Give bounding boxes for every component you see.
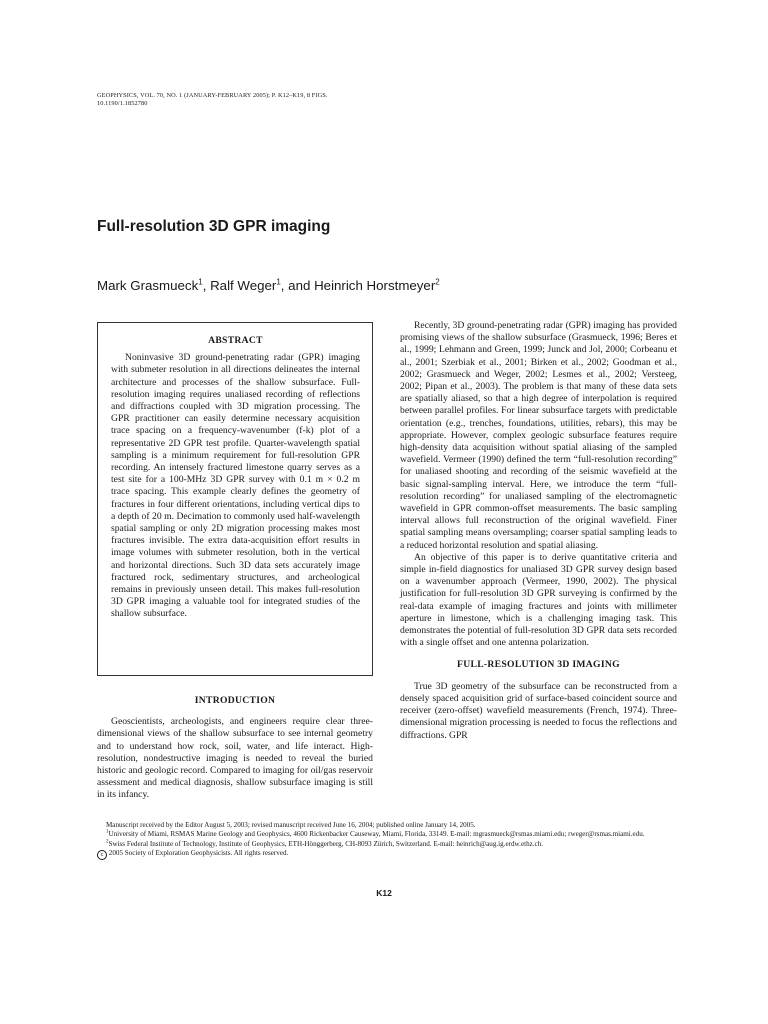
copyright-text: 2005 Society of Exploration Geophysicists. All rights reserved. [108,849,289,858]
copyright-icon: c [97,850,107,860]
footnote-copyright [97,849,677,860]
author-list [97,278,440,293]
footnote-affiliation-1 [97,830,677,839]
abstract-heading: ABSTRACT [208,335,263,346]
abstract-box [97,322,373,676]
footnote-received: Manuscript received by the Editor August 5, 2003; revised manuscript received June 16, 2004; published online January 14, 2005. [106,821,476,829]
author-name: Heinrich Horstmeyer [314,278,436,293]
footnote-text: University of Miami, RSMAS Marine Geology and Geophysics, 4600 Rickenbacker Causeway, Miami, Florida, 33149. E-mail: mgrasmueck@rsmas.miami.edu; rweger@rsmas.miami.edu. [108,830,645,839]
introduction-heading: INTRODUCTION [194,695,276,706]
journal-header [97,92,328,108]
author-affiliation: 1 [276,277,281,287]
author-name: Mark Grasmueck [97,278,199,293]
footnote-marker: 2 [106,839,109,845]
abstract-content [111,335,360,621]
author-name: Ralf Weger [210,278,277,293]
abstract-text: Noninvasive 3D ground-penetrating radar (GPR) imaging with submeter resolution in all directions delineates the internal architecture and processes of the shallow subsurface. Full-resolution imaging requires unaliased recording of reflections and diffractions coupled with 3D migration processing. The GPR practitioner can easily determine necessary acquisition trace spacing on a frequency-wavenumber (f-k) plot of a representative 2D GPR test profile. Quarter-wavelength spatial sampling is a minimum requirement for full-resolution GPR recording. An intensely fractured limestone quarry serves as a test site for a 100-MHz 3D GPR survey with 0.1 m × 0.2 m trace spacing. This example clearly defines the geometry of fractures in four different orientations, including vertical dips to a depth of 20 m. Decimation to commonly used half-wavelength spatial sampling or only 2D migration processing makes most fractures invisible. The extra data-acquisition effort results in image volumes with submeter resolution, both in the vertical and horizontal directions. Such 3D data sets accurately image fractured rock, sedimentary structures, and archeological remains in previously unseen detail. This makes full-resolution 3D GPR imaging a valuable tool for integrated studies of the shallow subsurface. [111,352,360,620]
footnotes [97,821,677,860]
footnote-text: Swiss Federal Institute of Technology, Institute of Geophysics, ETH-Hönggerberg, CH-8093 Zürich, Switzerland. E-mail: heinrich@aug.ig.erdw.ethz.ch. [108,839,544,848]
author-separator: , [202,278,211,293]
author-affiliation: 1 [198,277,203,287]
paragraph: An objective of this paper is to derive quantitative criteria and simple in-field diagnostics for unaliased 3D GPR survey design based on a wavenumber approach (Vermeer, 1990, 2002). The physical justification for full-resolution 3D GPR surveying is confirmed by the real-data example of imaging fractures and joints with millimeter aperture in limestone, which is a challenging imaging task. This demonstrates the potential of full-resolution 3D GPR data sets recorded with a single offset and one antenna polarization. [400,551,677,649]
journal-citation: GEOPHYSICS, VOL. 70, NO. 1 (JANUARY-FEBRUARY 2005); P. K12–K19, 8 FIGS. [97,92,328,99]
introduction-section [97,695,373,802]
paper-title: Full-resolution 3D GPR imaging [97,218,331,235]
author-affiliation: 2 [435,277,440,287]
right-column [400,320,677,742]
footnote-marker: 1 [106,830,109,836]
footnote-affiliation-2 [97,840,677,849]
section-heading: FULL-RESOLUTION 3D IMAGING [457,659,620,671]
paragraph: True 3D geometry of the subsurface can be reconstructed from a densely spaced acquisition grid of surface-based coincident source and receiver (zero-offset) wavefield measurements (French, 1974). Three-dimensional migration processing is needed to focus the reflections and diffractions. GPR [400,680,677,741]
introduction-text: Geoscientists, archeologists, and engineers require clear three-dimensional views of the shallow subsurface to see internal geometry and to understand how rock, soil, water, and life interact. High-resolution, nondestructive imaging is needed to reveal the buried historic and geologic record. Compared to imaging for oil/gas reservoir assessment and medical diagnosis, shallow subsurface imaging is still in its infancy. [97,716,373,801]
doi: 10.1190/1.1852780 [97,100,148,107]
page-number: K12 [376,888,392,898]
author-separator: , and [280,278,315,293]
paragraph: Recently, 3D ground-penetrating radar (GPR) imaging has provided promising views of the shallow subsurface (Grasmueck, 1996; Beres et al., 1999; Lehmann and Green, 1999; Junck and Jol, 2000; Corbeanu et al., 2001; Szerbiak et al., 2001; Birken et al., 2002; Goodman et al., 2002; Grasmueck and Weger, 2002; Lesmes et al., 2002; Versteeg, 2002; Pipan et al., 2003). The problem is that many of these data sets are spatially aliased, so that a high degree of interpolation is required between parallel profiles. For linear subsurface targets with predictable orientation (e.g., trenches, foundations, utilities, rebars), this may be appropriate. However, complex geologic subsurface features require high-density data acquisition without spatial aliasing of the sampled wavefield. Vermeer (1990) defined the term “full-resolution recording” for unaliased shooting and recording of the seismic wavefield at the basic signal-sampling interval. Here, we introduce the term “full-resolution recording” for unaliased sampling of the electromagnetic wavefield in GPR common-offset measurements. The basic sampling interval allows full reconstruction of the original wavefield. Finer spatial sampling means oversampling; coarser spatial sampling leads to a reduced horizontal resolution and spatial aliasing. [400,320,677,551]
